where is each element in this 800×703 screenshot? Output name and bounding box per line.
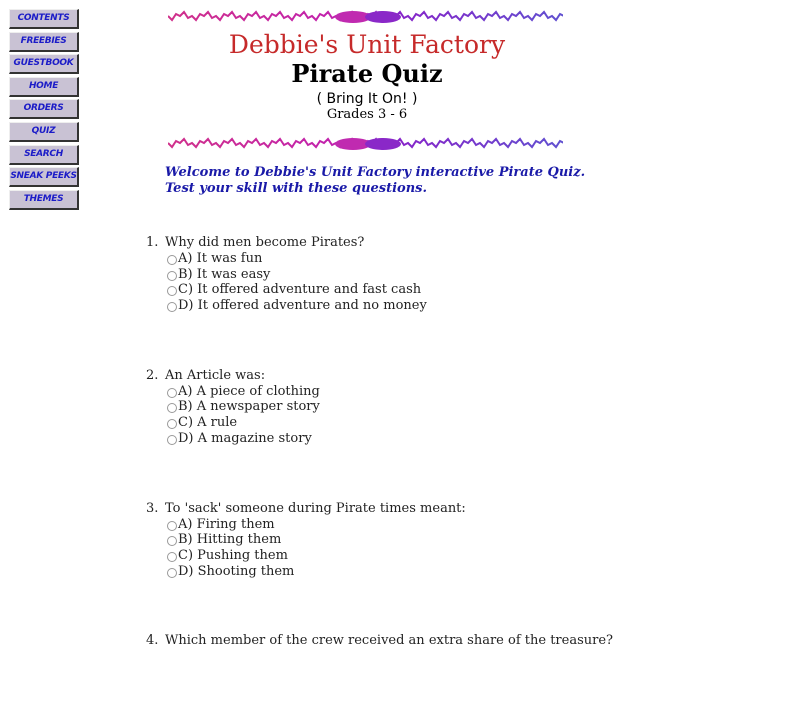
- option-label: A) It was fun: [178, 251, 263, 266]
- option-label: B) It was easy: [178, 266, 271, 282]
- question: [146, 633, 613, 649]
- option-label: D) A magazine story: [178, 430, 312, 446]
- question-label: Which member of the crew received an extra share of the treasure?: [165, 633, 613, 649]
- option-label: D) It offered adventure and no money: [178, 298, 427, 314]
- question-text: [146, 633, 613, 649]
- answer-option[interactable]: [146, 251, 613, 267]
- option-label: A) A piece of clothing: [178, 383, 320, 399]
- question-number: 2.: [146, 367, 159, 383]
- quiz-form: [146, 235, 613, 703]
- radio-button[interactable]: [167, 536, 177, 546]
- radio-button[interactable]: [167, 568, 177, 578]
- question-label: To 'sack' someone during Pirate times meant:: [165, 500, 466, 516]
- answer-option[interactable]: [146, 267, 613, 283]
- answer-option[interactable]: [146, 399, 613, 415]
- vine-divider-bottom: [168, 135, 563, 153]
- question-text: [146, 368, 613, 384]
- nav-button-guestbook[interactable]: GUESTBOOK: [9, 54, 79, 74]
- answer-option[interactable]: [146, 298, 613, 314]
- answer-option[interactable]: [146, 548, 613, 564]
- radio-button[interactable]: [167, 521, 177, 531]
- radio-button[interactable]: [167, 552, 177, 562]
- radio-button[interactable]: [167, 271, 177, 281]
- radio-button[interactable]: [167, 403, 177, 413]
- sidebar-nav: [9, 9, 79, 212]
- radio-button[interactable]: [167, 286, 177, 296]
- vine-divider-top: [168, 8, 563, 26]
- option-label: C) A rule: [178, 415, 238, 431]
- option-label: C) It offered adventure and fast cash: [178, 282, 422, 298]
- radio-button[interactable]: [167, 302, 177, 312]
- question-label: Why did men become Pirates?: [165, 235, 365, 250]
- option-label: D) Shooting them: [178, 563, 295, 579]
- question-label: An Article was:: [165, 367, 266, 383]
- nav-button-orders[interactable]: ORDERS: [9, 99, 79, 119]
- site-title: Debbie's Unit Factory: [228, 30, 506, 59]
- radio-button[interactable]: [167, 419, 177, 429]
- nav-button-sneak-peeks[interactable]: SNEAK PEEKS: [9, 167, 79, 187]
- question: [146, 368, 613, 447]
- nav-button-quiz[interactable]: QUIZ: [9, 122, 79, 142]
- option-label: C) Pushing them: [178, 547, 288, 563]
- answer-option[interactable]: [146, 564, 613, 580]
- nav-button-themes[interactable]: THEMES: [9, 190, 79, 210]
- question: [146, 501, 613, 580]
- question-number: 3.: [146, 500, 159, 516]
- answer-option[interactable]: [146, 384, 613, 400]
- answer-option[interactable]: [146, 282, 613, 298]
- grades-label: Grades 3 - 6: [326, 107, 408, 122]
- flower-cluster: [365, 138, 401, 150]
- answer-option[interactable]: [146, 532, 613, 548]
- question: [146, 235, 613, 314]
- option-label: B) Hitting them: [178, 532, 282, 548]
- radio-button[interactable]: [167, 388, 177, 398]
- option-label: B) A newspaper story: [178, 399, 320, 415]
- answer-option[interactable]: [146, 415, 613, 431]
- question-text: [146, 235, 613, 251]
- tagline: ( Bring It On! ): [316, 91, 418, 107]
- page-title: Pirate Quiz: [291, 59, 443, 88]
- option-label: A) Firing them: [178, 516, 275, 532]
- radio-button[interactable]: [167, 435, 177, 445]
- nav-button-search[interactable]: SEARCH: [9, 145, 79, 165]
- welcome-text: Welcome to Debbie's Unit Factory interactive Pirate Quiz. Test your skill with these questions.: [165, 165, 586, 196]
- flower-cluster: [365, 11, 401, 23]
- nav-button-contents[interactable]: CONTENTS: [9, 9, 79, 29]
- answer-option[interactable]: [146, 517, 613, 533]
- nav-button-freebies[interactable]: FREEBIES: [9, 32, 79, 52]
- radio-button[interactable]: [167, 255, 177, 265]
- question-number: 1.: [146, 235, 159, 250]
- question-text: [146, 501, 613, 517]
- nav-button-home[interactable]: HOME: [9, 77, 79, 97]
- question-number: 4.: [146, 633, 159, 649]
- answer-option[interactable]: [146, 431, 613, 447]
